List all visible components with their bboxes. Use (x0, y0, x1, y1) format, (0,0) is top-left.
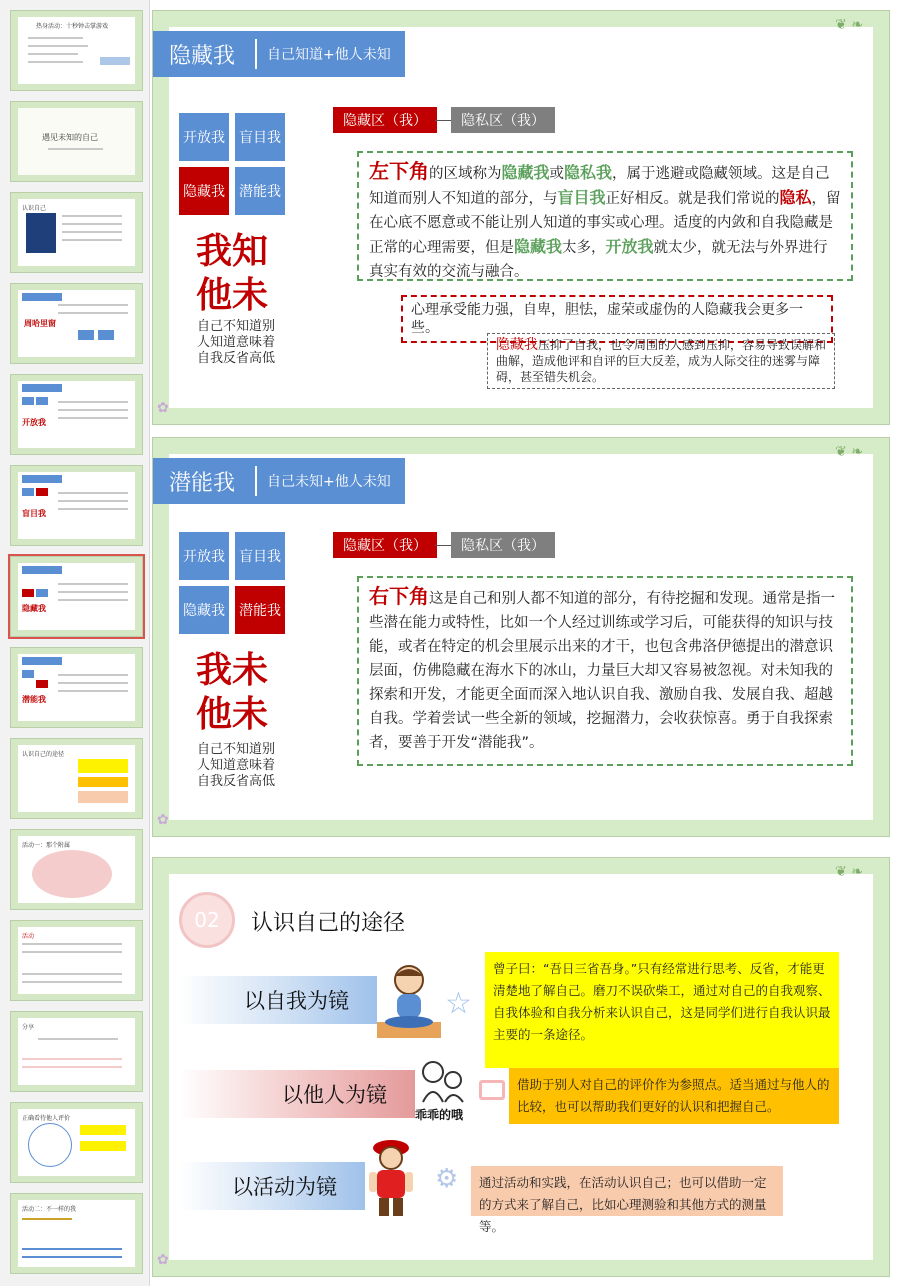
slide-thumbnail-12[interactable] (10, 1011, 143, 1092)
slide-header (153, 31, 405, 77)
thumb-title: 活动 (22, 933, 35, 940)
slide-thumbnail-1[interactable] (10, 10, 143, 91)
tag-private-area: 隐私区（我） (451, 532, 555, 558)
thumb-title: 认识自己 (22, 205, 47, 212)
flower-decoration-icon: ✿ (157, 400, 169, 416)
gear-icon: ⚙ (435, 1164, 459, 1194)
slide-thumbnail-10[interactable] (10, 829, 143, 910)
header-title: 隐藏我 (169, 43, 236, 69)
thumb-title: 隐藏我 (22, 604, 46, 613)
potential-self-description: 右下角这是自己和别人都不知道的部分，有待挖掘和发现。通常是指一些潜在能力或特性，比如一个人经过训练或学习后，可能获得的知识与技能，或者在特定的机会里展示出来的才干，也包含弗洛伊德提出的潜意识层面，仿佛隐藏在海水下的冰山，力量巨大却又容易被忽视。对未知我的探索和开发，才能更全面而深入地认识自我、激励自我、发展自我、超越自我。学着尝试一些全新的领域，挖掘潜力，会收获惊喜。勇于自我探索者，要善于开发“潜能我”。 (357, 576, 853, 766)
thumb-title: 盲目我 (22, 509, 46, 518)
flower-decoration-icon: ✿ (157, 812, 169, 828)
johari-window-grid (179, 113, 285, 217)
slide-thumbnail-6[interactable] (10, 465, 143, 546)
kids-caption: 乖乖的哦 (415, 1108, 464, 1122)
slide-thumbnail-13[interactable] (10, 1102, 143, 1183)
slide-ways-to-know-self (152, 857, 890, 1277)
big-label-sub: 自己不知道别 人知道意味着 自我反省高低 (197, 319, 276, 366)
slide-thumbnail-14[interactable] (10, 1193, 143, 1274)
slide-content (157, 864, 873, 1268)
way-others-ribbon: 以他人为镜 (179, 1070, 415, 1118)
big-label-line2: 他未 (195, 694, 268, 735)
tag-private-area: 隐私区（我） (451, 107, 555, 133)
slide-thumbnail-5[interactable] (10, 374, 143, 455)
thumb-title: 周哈里窗 (24, 319, 56, 328)
thumb-title: 活动一：那个附属 (22, 842, 71, 849)
quadrant-hidden: 隐藏我 (179, 167, 229, 215)
thumb-title: 活动二：不一样的我 (22, 1206, 77, 1213)
tag-hidden-area: 隐藏区（我） (333, 107, 437, 133)
header-subtitle: 自己未知+他人未知 (267, 474, 391, 490)
quadrant-hidden: 隐藏我 (179, 586, 229, 634)
leaf-decoration-icon: ❦ ❧ (835, 17, 863, 33)
slide-thumbnail-3[interactable] (10, 192, 143, 273)
section-number: 02 (179, 892, 235, 948)
thumb-title: 分享 (22, 1024, 35, 1031)
tag-hidden-area: 隐藏区（我） (333, 532, 437, 558)
meditating-boy-icon (375, 962, 443, 1040)
quadrant-potential: 潜能我 (235, 586, 285, 634)
flower-decoration-icon: ✿ (157, 1252, 169, 1268)
thumb-title: 认识自己的途径 (22, 751, 65, 758)
quadrant-open: 开放我 (179, 113, 229, 161)
slide-potential-self (152, 437, 890, 837)
way-others-text: 借助于别人对自己的评价作为参照点。适当通过与他人的比较，也可以帮助我们更好的认识和把握自己。 (509, 1068, 839, 1124)
thumb-title: 潜能我 (22, 695, 46, 704)
slide-thumbnail-7[interactable] (10, 556, 143, 637)
hidden-self-description: 左下角的区域称为隐藏我或隐私我，属于逃避或隐藏领域。这是自己知道而别人不知道的部分，与盲目我正好相反。就是我们常说的隐私，留在心底不愿意或不能让别人知道的事实或心理。适度的内敛和自我隐藏是正常的心理需要，但是隐藏我太多，开放我就太少，就无法与外界进行真实有效的交流与融合。 (357, 151, 853, 281)
cheering-boy-icon (363, 1136, 421, 1222)
johari-window-grid (179, 532, 285, 636)
thumb-title: 热身活动：十秒钟击掌游戏 (36, 23, 109, 30)
leaf-decoration-icon: ❦ ❧ (835, 864, 863, 880)
quadrant-open: 开放我 (179, 532, 229, 580)
thumb-title: 开放我 (22, 418, 46, 427)
monitor-icon (479, 1080, 505, 1100)
header-title: 潜能我 (169, 470, 236, 496)
quadrant-potential: 潜能我 (235, 167, 285, 215)
two-kids-icon (415, 1058, 469, 1104)
slide-thumbnail-panel (0, 0, 150, 1286)
big-label-sub: 自己不知道别 人知道意味着 自我反省高低 (197, 742, 276, 789)
way-self-ribbon: 以自我为镜 (179, 976, 377, 1024)
leaf-decoration-icon: ❦ ❧ (835, 444, 863, 460)
big-label-line2: 他未 (195, 275, 268, 316)
quadrant-blind: 盲目我 (235, 113, 285, 161)
slide-hidden-self (152, 10, 890, 425)
slide-content (157, 17, 873, 416)
thumb-title: 正确看待他人评价 (22, 1115, 71, 1122)
way-self-text: 曾子曰：“吾日三省吾身。”只有经常进行思考、反省，才能更清楚地了解自己。磨刀不误砍柴工，通过对自己的自我观察、自我体验和自我分析来认识自己，这是同学们进行自我认识最主要的一条途径。 (485, 952, 839, 1068)
slide-thumbnail-2[interactable] (10, 101, 143, 182)
slide-thumbnail-11[interactable] (10, 920, 143, 1001)
slide-thumbnail-4[interactable] (10, 283, 143, 364)
way-activity-ribbon: 以活动为镜 (179, 1162, 365, 1210)
slide-header (153, 458, 405, 504)
big-label-line1: 我未 (195, 650, 268, 691)
quadrant-blind: 盲目我 (235, 532, 285, 580)
section-title: 认识自己的途径 (251, 911, 406, 936)
slide-content (157, 444, 873, 828)
way-activity-text: 通过活动和实践，在活动认识自己；也可以借助一定的方式来了解自己，比如心理测验和其他方式的测量等。 (471, 1166, 783, 1216)
thumb-title: 遇见未知的自己 (42, 133, 98, 142)
hidden-self-consequence: 隐藏我压抑了自我，也令周围的人感到压抑，容易导致误解和曲解，造成他评和自评的巨大反差，成为人际交往的迷雾与障碍，甚至错失机会。 (487, 333, 835, 389)
header-subtitle: 自己知道+他人未知 (267, 47, 391, 63)
hidden-self-note: 心理承受能力强，自卑，胆怯，虚荣或虚伪的人隐藏我会更多一些。 (401, 295, 833, 343)
star-icon: ☆ (445, 986, 472, 1021)
slide-thumbnail-9[interactable] (10, 738, 143, 819)
big-label-line1: 我知 (195, 231, 268, 272)
slide-thumbnail-8[interactable] (10, 647, 143, 728)
